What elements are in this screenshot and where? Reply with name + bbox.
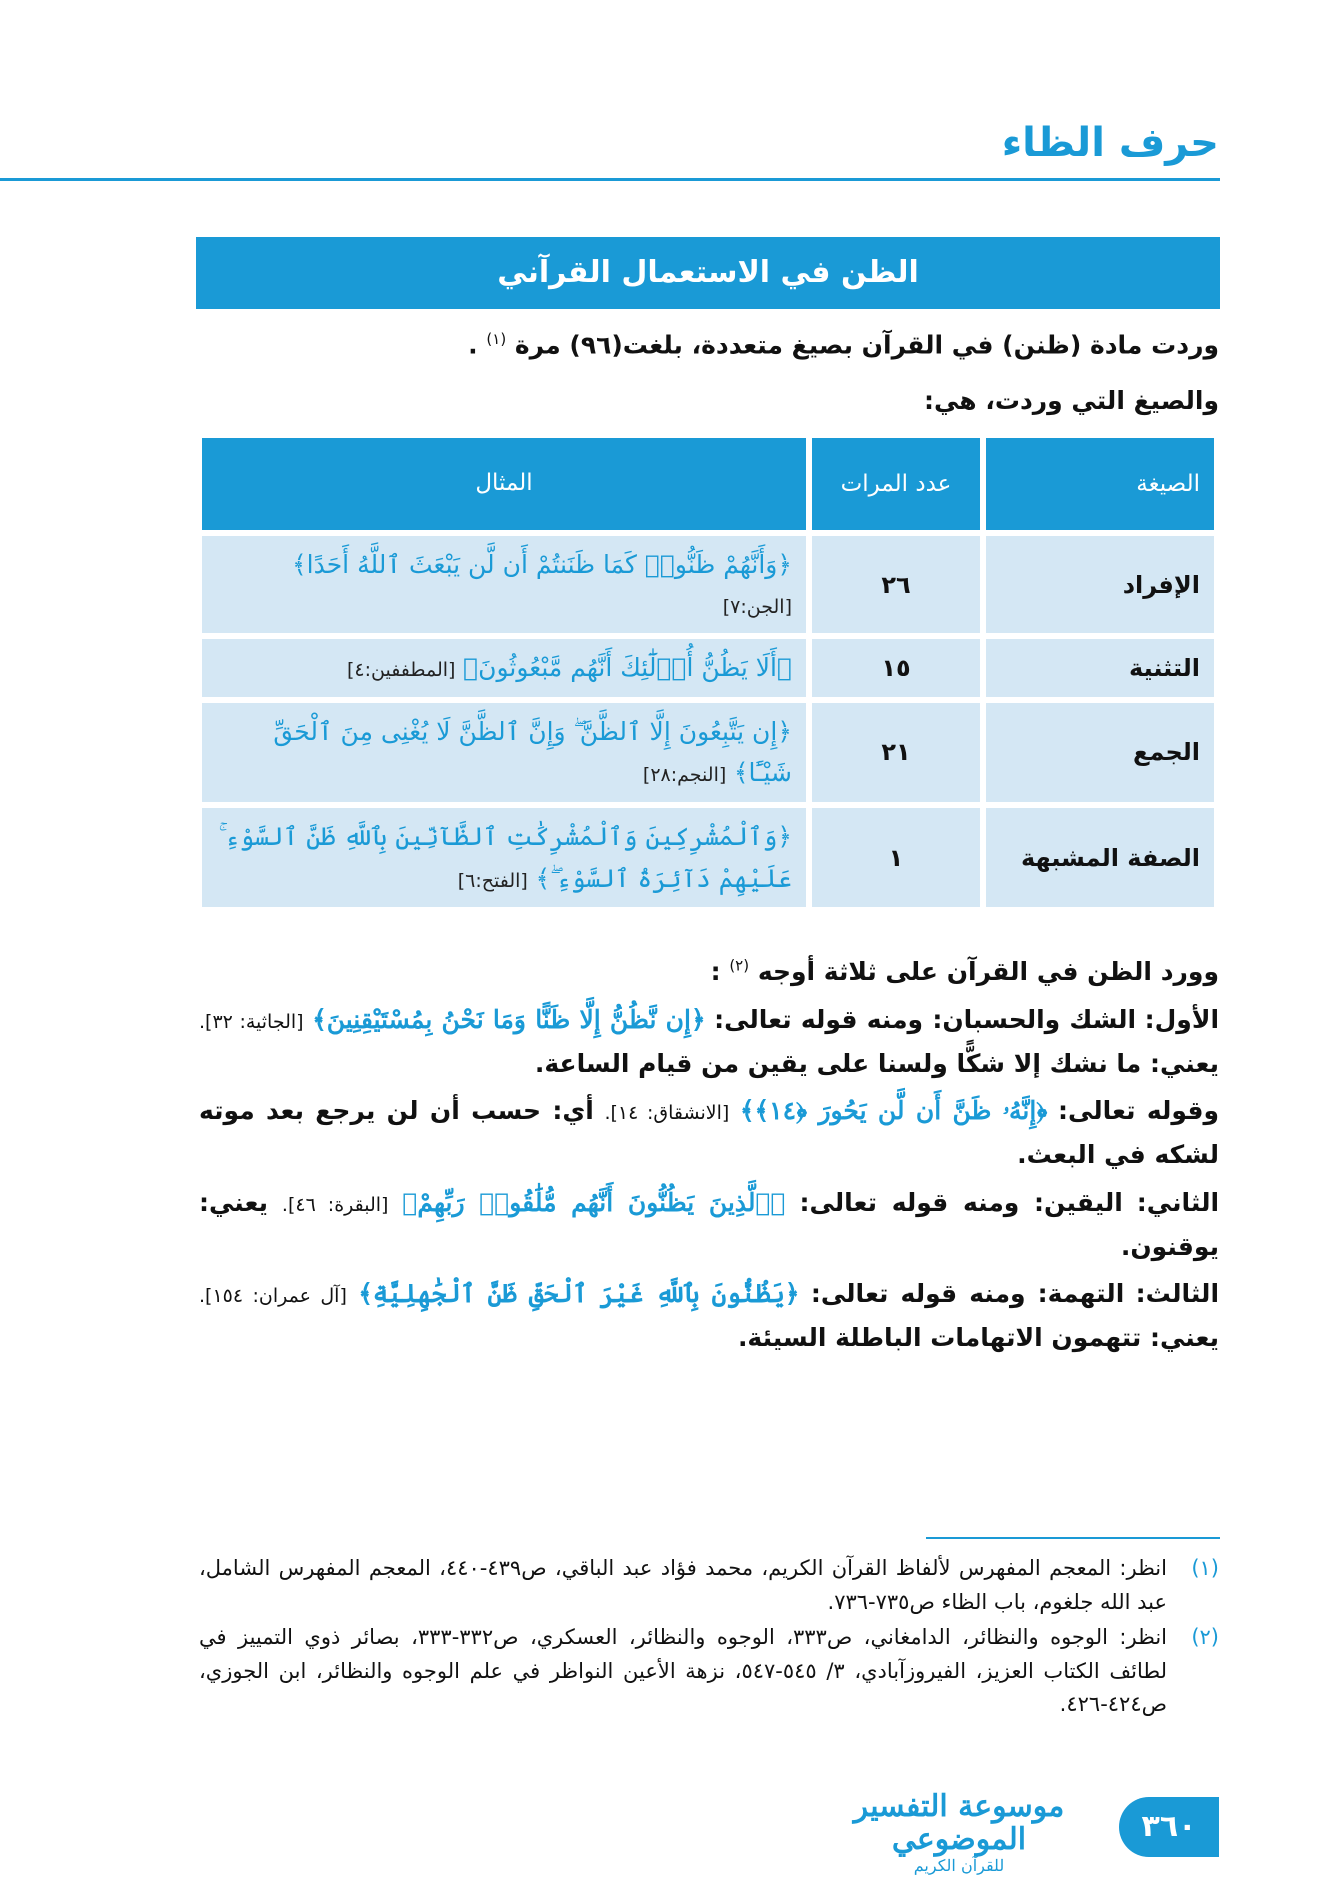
intro-line-1 xyxy=(239,330,1219,359)
table-row xyxy=(202,639,1214,697)
row-form: الإفراد xyxy=(986,536,1214,633)
section-title: الظن في الاستعمال القرآني xyxy=(196,237,1220,309)
verse: ﴿ٱلَّذِينَ يَظُنُّونَ أَنَّهُم مُّلَٰقُوا۟ رَبِّهِمْ﴾ xyxy=(402,1187,786,1217)
aspect-explanation: يعني: يوقنون. xyxy=(199,1187,1219,1261)
intro-end: . xyxy=(468,330,478,360)
aspect-text: وقوله تعالى: xyxy=(1057,1096,1219,1126)
aspect-text: التهمة: ومنه قوله تعالى: xyxy=(810,1279,1125,1309)
row-form: الجمع xyxy=(986,703,1214,802)
verse-ref: [البقرة: ٤٦]. xyxy=(281,1193,389,1216)
verse-ref: [آل عمران: ١٥٤]. xyxy=(199,1285,347,1308)
row-example xyxy=(202,639,806,697)
verse-ref: [الانشقاق: ١٤]. xyxy=(604,1102,730,1125)
footnote xyxy=(199,1552,1219,1619)
brand-sub: للقرآن الكريم xyxy=(913,1856,1005,1875)
row-count: ١ xyxy=(812,808,980,907)
verse-ref: [المطففين:٤] xyxy=(346,659,456,682)
footnotes xyxy=(199,1552,1219,1724)
body-paragraph xyxy=(199,1181,1219,1269)
footnote xyxy=(199,1621,1219,1722)
row-example xyxy=(202,703,806,802)
body-intro-end: : xyxy=(710,957,721,986)
verse: ﴿إِن يَتَّبِعُونَ إِلَّا ٱلظَّنَّ ۖ وَإِنَّ ٱلظَّنَّ لَا يُغْنِى مِنَ ٱلْحَقِّ شَيْـًٔا﴾ xyxy=(273,716,792,788)
body-intro: وورد الظن في القرآن على ثلاثة أوجه xyxy=(757,957,1219,986)
header-form: الصيغة xyxy=(986,438,1214,530)
verse-ref: [الجن:٧] xyxy=(722,595,792,618)
aspect-explanation: يعني: ما نشك إلا شكًّا ولسنا على يقين من قيام الساعة. xyxy=(534,1048,1219,1078)
aspect-label: الأول: xyxy=(1144,1004,1220,1034)
row-count: ٢١ xyxy=(812,703,980,802)
header-rule xyxy=(0,178,1220,181)
row-count: ١٥ xyxy=(812,639,980,697)
row-count: ٢٦ xyxy=(812,536,980,633)
aspect-label: الثالث: xyxy=(1135,1279,1220,1309)
row-form: الصفة المشبهة xyxy=(986,808,1214,907)
row-example xyxy=(202,808,806,907)
chapter-title: حرف الظاء xyxy=(1001,120,1219,166)
table-row xyxy=(202,703,1214,802)
footnote-text: انظر: الوجوه والنظائر، الدامغاني، ص٣٣٣، الوجوه والنظائر، العسكري، ص٣٣٢-٣٣٣، بصائر ذوي التمييز في لطائف الكتاب العزيز، الفيروزآبادي، ٣/ ٥٤٥-٥٤٧، نزهة الأعين النواظر في علم الوجوه والنظائر، ابن الجوزي، ص٤٢٤-٤٢٦. xyxy=(199,1625,1167,1717)
brand-logo xyxy=(819,1790,1099,1875)
footnote-ref-1[interactable]: (١) xyxy=(486,330,507,348)
body-paragraph xyxy=(199,1272,1219,1360)
verse-ref: [الجاثية: ٣٢]. xyxy=(199,1010,304,1033)
forms-table xyxy=(196,432,1220,913)
footnote-text: انظر: المعجم المفهرس لألفاظ القرآن الكريم، محمد فؤاد عبد الباقي، ص٤٣٩-٤٤٠، المعجم المفهرس الشامل، عبد الله جلغوم، باب الظاء ص٧٣٥-٧٣٦. xyxy=(199,1556,1167,1614)
row-example xyxy=(202,536,806,633)
verse: ﴿وَٱلْمُشْرِكِينَ وَٱلْمُشْرِكَٰتِ ٱلظَّآنِّينَ بِٱللَّهِ ظَنَّ ٱلسَّوْءِ ۚ عَلَيْهِمْ دَآئِرَةُ ٱلسَّوْءِ ۖ﴾ xyxy=(218,821,792,893)
footnote-mark: (١) xyxy=(1191,1556,1219,1580)
body-paragraph xyxy=(199,950,1219,994)
verse: ﴿يَظُنُّونَ بِٱللَّهِ غَيْرَ ٱلْحَقِّ ظَنَّ ٱلْجَٰهِلِيَّةِ﴾ xyxy=(358,1279,800,1309)
body-paragraph xyxy=(199,1089,1219,1177)
table-header-row xyxy=(202,438,1214,530)
header-count: عدد المرات xyxy=(812,438,980,530)
verse: ﴿إِنَّهُۥ ظَنَّ أَن لَّن يَحُورَ ﴿١٤﴾﴾ xyxy=(739,1096,1048,1126)
intro-line-2: والصيغ التي وردت، هي: xyxy=(924,386,1219,415)
footnote-mark: (٢) xyxy=(1191,1625,1219,1650)
aspect-text: الشك والحسبان: ومنه قوله تعالى: xyxy=(714,1004,1137,1034)
table-row xyxy=(202,536,1214,633)
verse-ref: [الفتح:٦] xyxy=(457,869,528,892)
verse-ref: [النجم:٢٨] xyxy=(642,764,727,787)
footnote-rule xyxy=(926,1537,1220,1539)
body-text xyxy=(199,950,1219,1364)
brand-main: موسوعة التفسير الموضوعي xyxy=(853,1789,1065,1857)
aspect-explanation: يعني: تتهمون الاتهامات الباطلة السيئة. xyxy=(737,1323,1219,1352)
row-form: التثنية xyxy=(986,639,1214,697)
aspect-label: الثاني: xyxy=(1136,1187,1220,1217)
verse: ﴿أَلَا يَظُنُّ أُو۟لَٰٓئِكَ أَنَّهُم مَّبْعُوثُونَ﴾ xyxy=(463,653,792,683)
verse: ﴿وَأَنَّهُمْ ظَنُّوا۟ كَمَا ظَنَنتُمْ أَن لَّن يَبْعَثَ ٱللَّهُ أَحَدًا﴾ xyxy=(292,550,792,579)
aspect-explanation: أي: حسب أن لن يرجع بعد موته لشكه في البعث. xyxy=(199,1096,1219,1169)
body-paragraph xyxy=(199,998,1219,1086)
intro-text: وردت مادة (ظنن) في القرآن بصيغ متعددة، بلغت(٩٦) مرة xyxy=(514,330,1219,360)
footnote-ref-2[interactable]: (٢) xyxy=(729,956,750,975)
header-example: المثال xyxy=(202,438,806,530)
aspect-text: اليقين: ومنه قوله تعالى: xyxy=(799,1187,1123,1217)
verse: ﴿إِن نَّظُنُّ إِلَّا ظَنًّا وَمَا نَحْنُ بِمُسْتَيْقِنِينَ﴾ xyxy=(312,1004,706,1034)
page-number: ٣٦٠ xyxy=(1119,1797,1219,1857)
table-row xyxy=(202,808,1214,907)
